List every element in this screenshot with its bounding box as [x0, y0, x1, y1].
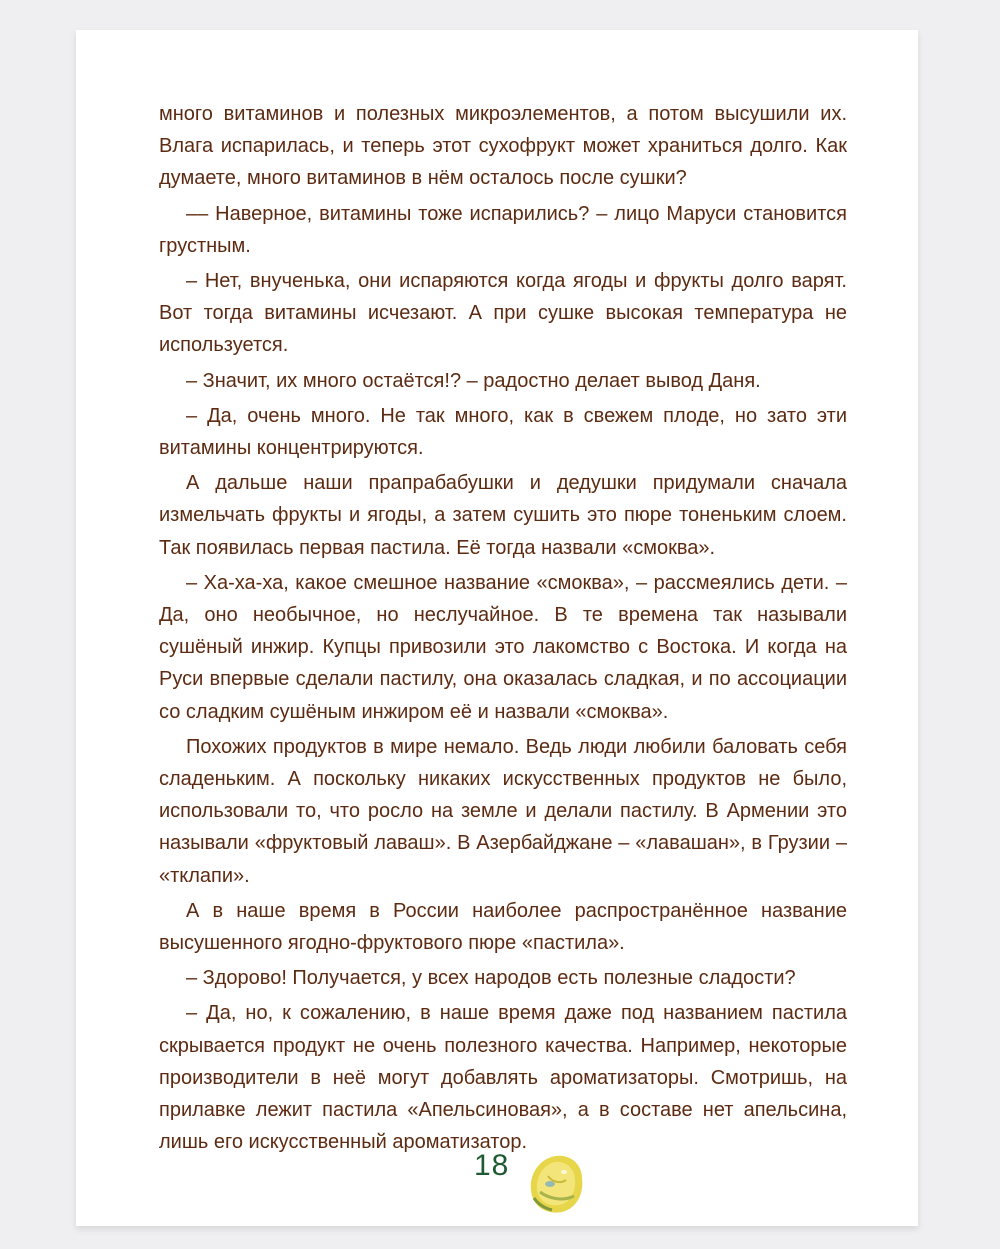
- paragraph: – Ха-ха-ха, какое смешное название «смоква», – рассмеялись дети. – Да, оно необычное, но неслучайное. В те времена так называли сушёный инжир. Купцы привозили это лакомство с Востока. И когда на Руси впервые сделали пастилу, она оказалась сладкая, и по ассоциации со сладким сушёным инжиром её и назвали «смоква».: [159, 571, 847, 723]
- paragraph: Похожих продуктов в мире немало. Ведь люди любили баловать себя сладеньким. А поскольку никаких искусственных продуктов не было, использовали то, что росло на земле и делали пастилу. В Армении это называли «фруктовый лаваш». В Азербайджане – «лавашан», в Грузии – «тклапи».: [159, 735, 847, 887]
- paragraph: много витаминов и полезных микроэлементов, а потом высушили их. Влага испарилась, и теперь этот сухофрукт может храниться долго. Как думаете, много витаминов в нём осталось после сушки?: [159, 103, 847, 190]
- paragraph: А дальше наши прапрабабушки и дедушки придумали сначала измельчать фрукты и ягоды, а затем сушить это пюре тоненьким слоем. Так появилась первая пастила. Её тогда назвали «смоква».: [159, 472, 847, 559]
- paragraph: – Здорово! Получается, у всех народов есть полезные сладости?: [186, 967, 796, 990]
- paragraph: – Значит, их много остаётся!? – радостно делает вывод Даня.: [186, 369, 761, 392]
- paragraph: – Да, очень много. Не так много, как в свежем плоде, но зато эти витамины концентрируются.: [159, 404, 847, 460]
- page-number: 18: [474, 1149, 510, 1182]
- page-text: [159, 98, 847, 1159]
- book-page: [76, 30, 918, 1226]
- dried-fruit-icon: [526, 1152, 586, 1216]
- paragraph: – Да, но, к сожалению, в наше время даже под названием пастила скрывается продукт не очень полезного качества. Например, некоторые производители в неё могут добавлять ароматизаторы. Смотришь, на прилавке лежит пастила «Апельсиновая», а в составе нет апельсина, лишь его искусственный ароматизатор.: [159, 1002, 847, 1154]
- paragraph: –– Наверное, витамины тоже испарились? – лицо Маруси становится грустным.: [159, 202, 847, 257]
- paragraph: – Нет, внученька, они испаряются когда ягоды и фрукты долго варят. Вот тогда витамины исчезают. А при сушке высокая температура не используется.: [159, 270, 847, 357]
- paragraph: А в наше время в России наиболее распространённое название высушенного ягодно-фруктового пюре «пастила».: [159, 899, 847, 955]
